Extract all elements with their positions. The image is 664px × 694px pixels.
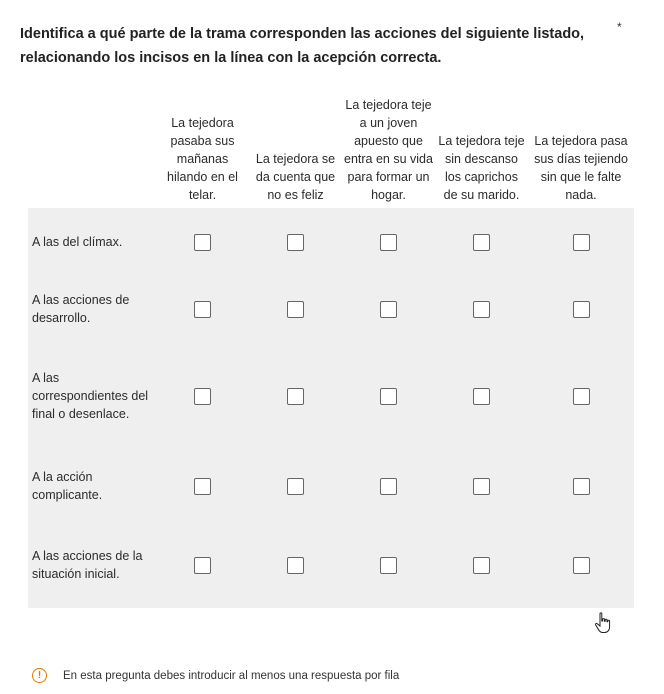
matrix-row (28, 276, 634, 342)
required-star-icon: * (617, 20, 622, 34)
checkbox[interactable] (287, 388, 304, 405)
checkbox[interactable] (194, 478, 211, 495)
column-header: La tejedora teje a un joven apuesto que entra en su vida para formar un hogar. (344, 98, 433, 202)
checkbox[interactable] (573, 301, 590, 318)
matrix-row (28, 522, 634, 608)
checkbox[interactable] (287, 478, 304, 495)
column-header: La tejedora se da cuenta que no es feliz (255, 152, 336, 202)
checkbox[interactable] (194, 388, 211, 405)
matrix-row (28, 342, 634, 450)
checkbox[interactable] (380, 234, 397, 251)
row-label: A las del clímax. (28, 208, 156, 276)
checkbox[interactable] (473, 478, 490, 495)
matrix-row (28, 450, 634, 522)
validation-message (32, 668, 399, 683)
checkbox[interactable] (194, 557, 211, 574)
checkbox[interactable] (287, 234, 304, 251)
checkbox[interactable] (194, 234, 211, 251)
row-label: A las acciones de desarrollo. (28, 276, 156, 342)
question-text: Identifica a qué parte de la trama corresponden las acciones del siguiente listado, relacionando los incisos en la línea con la acepción correcta. (20, 26, 585, 66)
row-label: A la acción complicante. (28, 450, 156, 522)
matrix-row (28, 208, 634, 276)
matrix-header-row (28, 96, 634, 208)
checkbox[interactable] (573, 478, 590, 495)
matrix-corner (28, 96, 156, 208)
checkbox[interactable] (473, 301, 490, 318)
column-header: La tejedora teje sin descanso los caprichos de su marido. (438, 134, 525, 202)
checkbox[interactable] (194, 301, 211, 318)
checkbox[interactable] (380, 301, 397, 318)
checkbox[interactable] (573, 234, 590, 251)
checkbox[interactable] (473, 234, 490, 251)
hand-pointer-icon (594, 612, 612, 639)
checkbox[interactable] (380, 557, 397, 574)
checkbox[interactable] (573, 557, 590, 574)
row-label: A las acciones de la situación inicial. (28, 522, 156, 608)
answer-matrix (28, 96, 634, 608)
column-header: La tejedora pasa sus días tejiendo sin que le falte nada. (534, 134, 628, 202)
checkbox[interactable] (473, 388, 490, 405)
checkbox[interactable] (573, 388, 590, 405)
checkbox[interactable] (380, 478, 397, 495)
checkbox[interactable] (473, 557, 490, 574)
checkbox[interactable] (287, 301, 304, 318)
validation-text: En esta pregunta debes introducir al menos una respuesta por fila (63, 669, 400, 682)
checkbox[interactable] (380, 388, 397, 405)
row-label: A las correspondientes del final o desenlace. (28, 342, 156, 450)
column-header: La tejedora pasaba sus mañanas hilando en el telar. (167, 116, 238, 202)
warning-circle-icon: ! (32, 668, 47, 683)
checkbox[interactable] (287, 557, 304, 574)
